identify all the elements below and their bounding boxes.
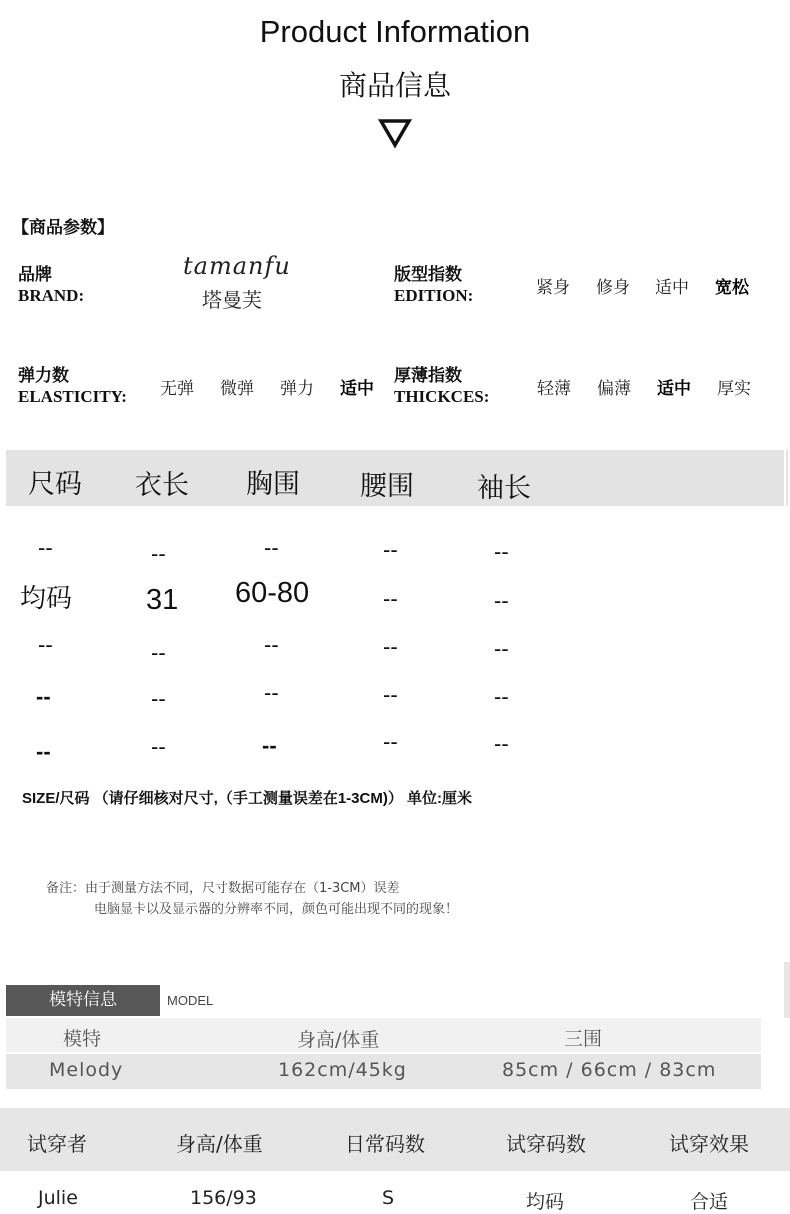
edition-label-cn: 版型指数 [394,265,462,285]
elasticity-label-en: ELASTICITY: [18,387,127,406]
size-cell: -- [36,739,51,764]
size-cell: -- [494,539,509,564]
thickness-option: 厚实 [717,379,751,399]
size-col-header: 衣长 [135,470,189,501]
size-cell: -- [36,684,51,709]
thickness-label [394,365,489,407]
edition-option: 修身 [596,278,630,298]
tryon-col-header: 试穿效果 [669,1132,749,1156]
elasticity-label-cn: 弹力数 [18,366,69,386]
elasticity-option: 弹力 [280,379,314,399]
size-table-header-edge [786,450,788,506]
size-cell: -- [494,684,509,709]
model-cell: 85cm / 66cm / 83cm [502,1059,717,1081]
page-title-en: Product Information [259,14,531,49]
model-cell: Melody [49,1059,124,1081]
size-cell: -- [38,632,53,657]
tryon-col-header: 试穿者 [27,1132,87,1156]
tryon-cell: 均码 [526,1191,565,1213]
size-cell: -- [264,535,279,560]
size-cell: -- [383,586,398,611]
brand-label-cn: 品牌 [18,265,52,285]
size-cell: -- [494,588,509,613]
brand-label [18,264,84,306]
thickness-label-cn: 厚薄指数 [394,366,462,386]
edition-option: 紧身 [536,278,570,298]
model-info-tab-en: MODEL [167,993,214,1008]
brand-label-en: BRAND: [18,286,85,305]
size-col-header: 袖长 [477,473,531,504]
model-cell: 162cm/45kg [278,1059,407,1081]
edition-label-en: EDITION: [394,286,474,305]
size-col-header: 尺码 [28,469,82,500]
thickness-option: 偏薄 [597,379,631,399]
size-cell: 31 [146,584,179,616]
size-cell: -- [494,636,509,661]
model-table-header [6,1018,761,1052]
model-col-header: 模特 [63,1028,102,1050]
thickness-option: 轻薄 [537,379,571,399]
thickness-label-en: THICKCES: [394,387,490,406]
model-right-edge [784,962,790,1018]
tryon-cell: 合适 [690,1191,729,1213]
size-note: SIZE/尺码 （请仔细核对尺寸,（手工测量误差在1-3CM)） 单位:厘米 [22,790,473,807]
size-cell: -- [383,729,398,754]
remark-line-1: 备注：由于测量方法不同，尺寸数据可能存在（1-3CM）误差 [46,881,400,896]
thickness-option-selected: 适中 [657,379,691,399]
params-heading: 【商品参数】 [12,218,114,238]
tryon-col-header: 身高/体重 [176,1132,263,1156]
elasticity-label [18,365,127,407]
tryon-col-header: 试穿码数 [506,1132,586,1156]
edition-option-selected: 宽松 [715,278,749,298]
tryon-cell: Julie [38,1187,78,1209]
brand-logo-script: tamanfu [183,252,291,280]
edition-label [394,264,473,306]
remark-line-2: 电脑显卡以及显示器的分辨率不同，颜色可能出现不同的现象！ [94,902,459,917]
size-cell: -- [383,634,398,659]
size-cell: -- [38,535,53,560]
size-col-header: 腰围 [360,471,414,502]
size-cell: -- [151,541,166,566]
down-triangle-icon [378,118,412,148]
page-title-cn: 商品信息 [338,69,451,102]
model-col-header: 身高/体重 [297,1029,380,1051]
edition-option: 适中 [655,278,689,298]
elasticity-option: 无弹 [160,379,194,399]
size-cell: -- [383,537,398,562]
size-cell: 均码 [20,584,73,614]
tryon-cell: S [382,1187,395,1209]
size-cell: -- [151,640,166,665]
model-info-tab: 模特信息 [6,985,160,1016]
size-cell: -- [494,731,509,756]
model-col-header: 三围 [564,1028,603,1050]
elasticity-option: 微弹 [220,379,254,399]
size-cell: 60-80 [235,577,310,609]
tryon-col-header: 日常码数 [345,1132,425,1156]
size-cell: -- [151,734,166,759]
size-cell: -- [383,682,398,707]
size-cell: -- [264,632,279,657]
size-cell: -- [151,686,166,711]
size-cell: -- [262,733,277,758]
brand-name-cn: 塔曼芙 [202,288,262,312]
elasticity-option-selected: 适中 [340,379,374,399]
size-cell: -- [264,680,279,705]
size-col-header: 胸围 [246,469,300,500]
tryon-cell: 156/93 [190,1187,257,1209]
